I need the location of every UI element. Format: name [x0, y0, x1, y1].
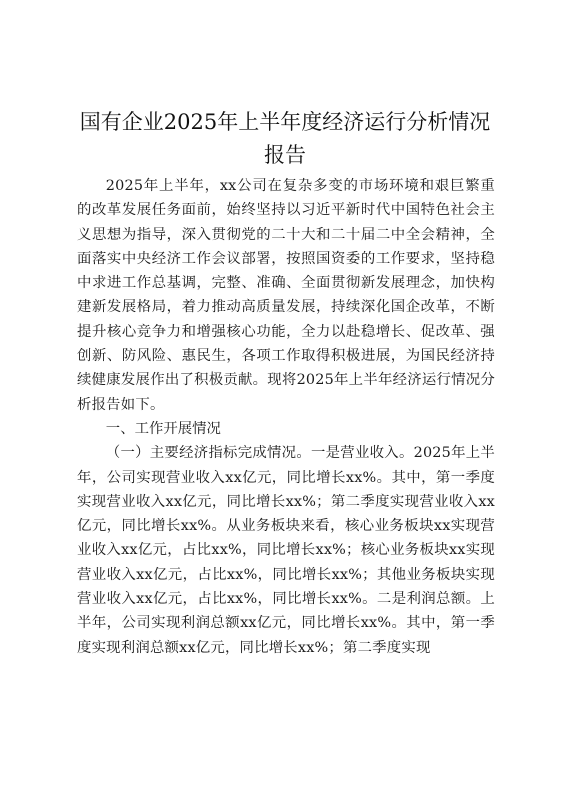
section-heading: 一、工作开展情况 — [105, 420, 221, 437]
document-body — [77, 174, 495, 660]
document-title-continued: 报告 — [264, 143, 306, 167]
intro-paragraph: 2025年上半年，xx公司在复杂多变的市场环境和艰巨繁重的改革发展任务面前，始终坚持以习近平新时代中国特色社会主义思想为指导，深入贯彻党的二十大和二十届二中全会精神，全面落实中央经济工作会议部署，按照国资委的工作要求，坚持稳中求进工作总基调，完整、准确、全面贯彻新发展理念，加快构建新发展格局，着力推动高质量发展，持续深化国企改革，不断提升核心竞争力和增强核心功能，全力以赴稳增长、促改革、强创新、防风险、惠民生，各项工作取得积极进展，为国民经济持续健康发展作出了积极贡献。现将2025年上半年经济运行情况分析报告如下。 — [77, 178, 495, 413]
section-paragraph: （一）主要经济指标完成情况。一是营业收入。2025年上半年，公司实现营业收入xx亿元，同比增长xx%。其中，第一季度实现营业收入xx亿元，同比增长xx%；第二季度实现营业收入xx亿元，同比增长xx%。从业务板块来看，核心业务板块xx实现营业收入xx亿元，占比xx%，同比增长xx%；核心业务板块xx实现营业收入xx亿元，占比xx%，同比增长xx%；其他业务板块实现营业收入xx亿元，占比xx%，同比增长xx%。二是利润总额。上半年，公司实现利润总额xx亿元，同比增长xx%。其中，第一季度实现利润总额xx亿元，同比增长xx%；第二季度实现 — [77, 445, 495, 656]
document-title: 国有企业2025年上半年度经济运行分析情况 — [79, 110, 491, 134]
